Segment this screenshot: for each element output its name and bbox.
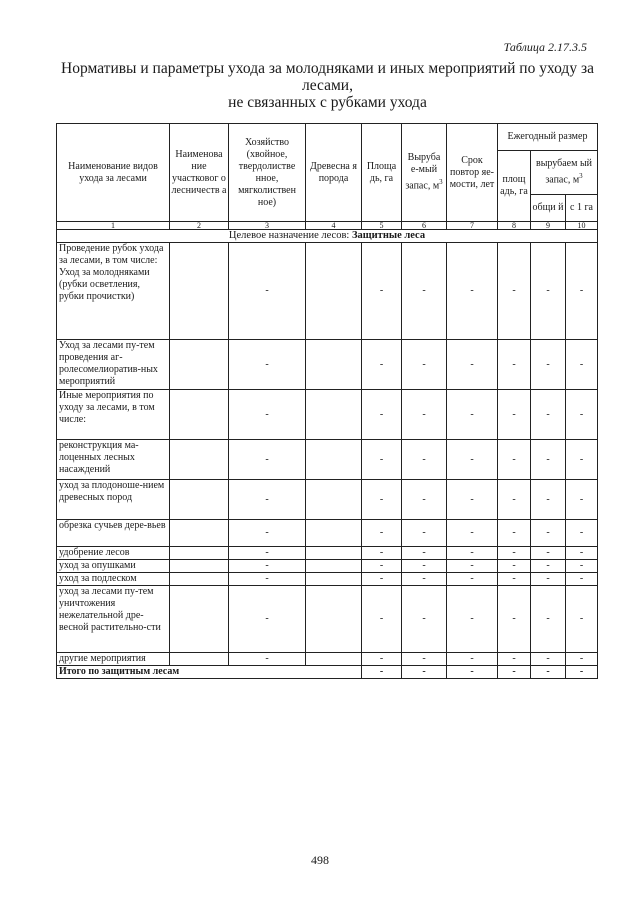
table-body <box>57 243 598 679</box>
row-repeat: - <box>447 586 498 653</box>
row-activity-name: удобрение лесов <box>57 547 170 560</box>
table-row <box>57 573 598 586</box>
row-volume-per-ha: - <box>566 390 598 440</box>
row-volume: - <box>402 340 447 390</box>
row-activity-name: уход за опушками <box>57 560 170 573</box>
col-number: 2 <box>170 222 229 230</box>
row-area: - <box>362 243 402 340</box>
row-species <box>306 560 362 573</box>
row-repeat: - <box>447 520 498 547</box>
row-volume-total: - <box>531 586 566 653</box>
col-number: 7 <box>447 222 498 230</box>
col-number: 3 <box>229 222 306 230</box>
row-economy: - <box>229 440 306 480</box>
row-area: - <box>362 480 402 520</box>
row-volume-total: - <box>531 340 566 390</box>
row-species <box>306 573 362 586</box>
row-activity-name: реконструкция ма-лоценных лесных насаждений <box>57 440 170 480</box>
row-district <box>170 586 229 653</box>
row-volume-per-ha: - <box>566 653 598 666</box>
total-label: Итого по защитным лесам <box>57 666 362 679</box>
title-line-2: лесами, <box>302 77 353 94</box>
row-economy: - <box>229 560 306 573</box>
norms-table <box>56 123 598 679</box>
row-volume-total: - <box>531 440 566 480</box>
row-area: - <box>362 560 402 573</box>
page-number: 498 <box>311 853 329 867</box>
row-repeat: - <box>447 440 498 480</box>
row-activity-name: Проведение рубок ухода за лесами, в том числе: Уход за молодняками (рубки осветления, рубки прочистки) <box>57 243 170 340</box>
header-annual-area: площ адь, га <box>498 151 531 222</box>
header-volume-per-ha: с 1 га <box>566 195 598 222</box>
row-annual-area: - <box>498 480 531 520</box>
row-species <box>306 520 362 547</box>
column-numbers-row <box>57 222 598 230</box>
row-volume-total: - <box>531 560 566 573</box>
row-volume-total: - <box>531 480 566 520</box>
row-repeat: - <box>447 547 498 560</box>
row-repeat: - <box>447 390 498 440</box>
row-volume: - <box>402 653 447 666</box>
col-number: 10 <box>566 222 598 230</box>
row-species <box>306 547 362 560</box>
section-heading: Целевое назначение лесов: Защитные леса <box>57 230 598 243</box>
row-volume-total: - <box>531 573 566 586</box>
row-district <box>170 547 229 560</box>
row-annual-area: - <box>498 573 531 586</box>
section-row <box>57 230 598 243</box>
page-title <box>55 60 600 111</box>
total-value: - <box>531 666 566 679</box>
header-tree-species: Древесна я порода <box>306 124 362 222</box>
row-species <box>306 243 362 340</box>
row-volume-per-ha: - <box>566 243 598 340</box>
col-number: 5 <box>362 222 402 230</box>
row-district <box>170 480 229 520</box>
row-economy: - <box>229 547 306 560</box>
row-volume-total: - <box>531 243 566 340</box>
row-volume-total: - <box>531 653 566 666</box>
row-volume: - <box>402 440 447 480</box>
row-district <box>170 520 229 547</box>
table-row <box>57 340 598 390</box>
header-activity-type: Наименование видов ухода за лесами <box>57 124 170 222</box>
row-volume-per-ha: - <box>566 520 598 547</box>
row-activity-name: уход за плодоноше-нием древесных пород <box>57 480 170 520</box>
row-annual-area: - <box>498 390 531 440</box>
row-area: - <box>362 390 402 440</box>
row-species <box>306 440 362 480</box>
row-repeat: - <box>447 340 498 390</box>
row-species <box>306 586 362 653</box>
row-species <box>306 390 362 440</box>
total-value: - <box>402 666 447 679</box>
row-activity-name: другие мероприятия <box>57 653 170 666</box>
row-economy: - <box>229 586 306 653</box>
row-volume: - <box>402 547 447 560</box>
row-volume-per-ha: - <box>566 440 598 480</box>
row-district <box>170 560 229 573</box>
row-volume-per-ha: - <box>566 340 598 390</box>
total-value: - <box>498 666 531 679</box>
row-area: - <box>362 520 402 547</box>
row-volume-total: - <box>531 547 566 560</box>
row-area: - <box>362 653 402 666</box>
total-value: - <box>447 666 498 679</box>
row-annual-area: - <box>498 520 531 547</box>
row-repeat: - <box>447 480 498 520</box>
row-area: - <box>362 547 402 560</box>
row-activity-name: уход за подлеском <box>57 573 170 586</box>
row-annual-area: - <box>498 440 531 480</box>
row-district <box>170 340 229 390</box>
table-row <box>57 586 598 653</box>
row-activity-name: Иные мероприятия по уходу за лесами, в том числе: <box>57 390 170 440</box>
header-volume-total: общи й <box>531 195 566 222</box>
row-economy: - <box>229 390 306 440</box>
row-economy: - <box>229 573 306 586</box>
row-volume: - <box>402 573 447 586</box>
header-harvested-volume: Выруба е-мый запас, $м^3$ <box>402 124 447 222</box>
row-district <box>170 653 229 666</box>
row-species <box>306 340 362 390</box>
header-repeat-period: Срок повтор яе-мости, лет <box>447 124 498 222</box>
row-economy: - <box>229 520 306 547</box>
title-line-3: не связанных с рубками ухода <box>228 94 427 111</box>
title-line-1: Нормативы и параметры ухода за молодняками и иных мероприятий по уходу за <box>61 60 594 77</box>
row-volume: - <box>402 586 447 653</box>
table-row <box>57 653 598 666</box>
row-annual-area: - <box>498 243 531 340</box>
row-economy: - <box>229 243 306 340</box>
row-economy: - <box>229 480 306 520</box>
row-annual-area: - <box>498 586 531 653</box>
col-number: 9 <box>531 222 566 230</box>
total-value: - <box>362 666 402 679</box>
col-number: 6 <box>402 222 447 230</box>
row-volume: - <box>402 243 447 340</box>
table-row <box>57 390 598 440</box>
row-annual-area: - <box>498 547 531 560</box>
row-activity-name: обрезка сучьев дере-вьев <box>57 520 170 547</box>
row-volume-per-ha: - <box>566 560 598 573</box>
row-annual-area: - <box>498 653 531 666</box>
row-volume: - <box>402 480 447 520</box>
total-value: - <box>566 666 598 679</box>
table-header <box>57 124 598 222</box>
row-species <box>306 653 362 666</box>
row-volume-per-ha: - <box>566 480 598 520</box>
row-activity-name: уход за лесами пу-тем уничтожения нежелательной дре-весной растительно-сти <box>57 586 170 653</box>
table-row <box>57 243 598 340</box>
row-species <box>306 480 362 520</box>
row-volume-per-ha: - <box>566 586 598 653</box>
header-harvest-volume: вырубаем ый запас, $м^3$ <box>531 151 598 195</box>
row-volume-per-ha: - <box>566 573 598 586</box>
row-volume-per-ha: - <box>566 547 598 560</box>
table-row <box>57 440 598 480</box>
row-district <box>170 573 229 586</box>
row-area: - <box>362 573 402 586</box>
row-area: - <box>362 440 402 480</box>
row-district <box>170 243 229 340</box>
table-row <box>57 547 598 560</box>
table-caption: Таблица 2.17.3.5 <box>503 40 587 54</box>
row-annual-area: - <box>498 560 531 573</box>
row-repeat: - <box>447 560 498 573</box>
row-annual-area: - <box>498 340 531 390</box>
table-row <box>57 520 598 547</box>
row-repeat: - <box>447 573 498 586</box>
row-economy: - <box>229 653 306 666</box>
row-volume-total: - <box>531 390 566 440</box>
row-activity-name: Уход за лесами пу-тем проведения аг-ролесомелиоратив-ных мероприятий <box>57 340 170 390</box>
row-district <box>170 390 229 440</box>
row-economy: - <box>229 340 306 390</box>
row-repeat: - <box>447 243 498 340</box>
row-area: - <box>362 586 402 653</box>
table-row <box>57 480 598 520</box>
header-annual-size: Ежегодный размер <box>498 124 598 151</box>
col-number: 1 <box>57 222 170 230</box>
row-volume-total: - <box>531 520 566 547</box>
row-repeat: - <box>447 653 498 666</box>
row-volume: - <box>402 520 447 547</box>
header-area: Площа дь, га <box>362 124 402 222</box>
row-area: - <box>362 340 402 390</box>
row-volume: - <box>402 560 447 573</box>
row-district <box>170 440 229 480</box>
header-forestry-district: Наименова ние участковог о лесничеств а <box>170 124 229 222</box>
col-number: 8 <box>498 222 531 230</box>
table-row <box>57 560 598 573</box>
row-volume: - <box>402 390 447 440</box>
col-number: 4 <box>306 222 362 230</box>
header-economy: Хозяйство (хвойное, твердолистве нное, мягколиствен ное) <box>229 124 306 222</box>
total-row <box>57 666 598 679</box>
